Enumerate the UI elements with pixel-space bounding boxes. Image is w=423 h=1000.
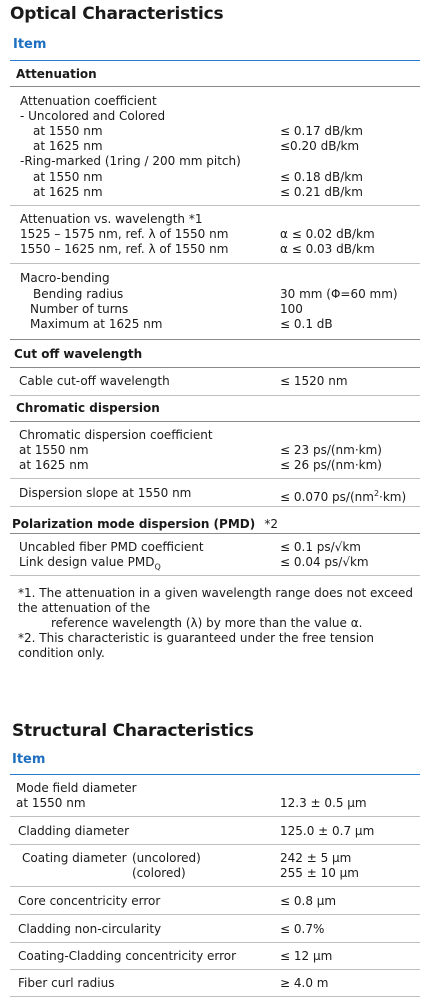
coef-line: -Ring-marked (1ring / 200 mm pitch) [20,154,241,168]
divider [10,395,420,396]
optical-title: Optical Characteristics [10,4,224,24]
macro-value: 30 mm (Φ=60 mm) [280,287,398,301]
coef-value: ≤ 0.21 dB/km [280,185,363,199]
divider [10,86,420,87]
chromatic-line: Chromatic dispersion coefficient [19,428,213,442]
macro-value: 100 [280,302,303,316]
divider [10,844,420,845]
divider [10,575,420,576]
struct-value: 255 ± 10 μm [280,866,359,880]
vs-line: 1550 – 1625 nm, ref. λ of 1550 nm [20,242,229,256]
footnote: the attenuation of the [18,601,151,615]
coef-value: ≤0.20 dB/km [280,139,360,153]
divider [10,886,420,887]
coef-value: ≤ 0.18 dB/km [280,170,363,184]
cutoff-value: ≤ 1520 nm [280,374,348,388]
struct-label: (uncolored) [132,851,201,865]
optical-item-label: Item [13,37,47,52]
struct-value: ≤ 12 μm [280,949,333,963]
struct-value: ≥ 4.0 m [280,976,329,990]
slope-label: Dispersion slope at 1550 nm [19,486,192,500]
macro-line: Maximum at 1625 nm [30,317,163,331]
macro-line: Macro-bending [20,271,110,285]
divider [10,60,420,61]
divider [10,942,420,943]
vs-line: Attenuation vs. wavelength *1 [20,212,203,226]
struct-label: at 1550 nm [16,796,86,810]
cutoff-heading: Cut off wavelength [14,347,143,361]
divider [10,506,420,507]
footnote: reference wavelength (λ) by more than the value α. [51,616,363,630]
chromatic-value: ≤ 23 ps/(nm·km) [280,443,382,457]
vs-value: α ≤ 0.02 dB/km [280,227,375,241]
divider [10,914,420,915]
chromatic-line: at 1550 nm [19,443,89,457]
divider [10,339,420,340]
divider [10,996,420,997]
chromatic-value: ≤ 26 ps/(nm·km) [280,458,382,472]
coef-line: at 1550 nm [33,124,103,138]
struct-label: Cladding non-circularity [18,922,162,936]
pmd-label: Uncabled fiber PMD coefficient [19,540,204,554]
macro-line: Bending radius [33,287,124,301]
macro-value: ≤ 0.1 dB [280,317,333,331]
coef-line: at 1625 nm [33,139,103,153]
pmd-label: Link design value $PMD_Q$ [19,555,161,572]
chromatic-line: at 1625 nm [19,458,89,472]
struct-value: 242 ± 5 μm [280,851,352,865]
vs-value: α ≤ 0.03 dB/km [280,242,375,256]
divider [10,205,420,206]
divider [10,367,420,368]
divider [10,263,420,264]
vs-line: 1525 – 1575 nm, ref. λ of 1550 nm [20,227,229,241]
footnote: condition only. [18,646,105,660]
chromatic-heading: Chromatic dispersion [16,401,160,415]
struct-label: Cladding diameter [18,824,130,838]
struct-value: ≤ 0.8 μm [280,894,337,908]
struct-value: 125.0 ± 0.7 μm [280,824,375,838]
struct-label: Core concentricity error [18,894,161,908]
struct-label: Fiber curl radius [18,976,115,990]
struct-label: Coating-Cladding concentricity error [18,949,237,963]
struct-value: 12.3 ± 0.5 μm [280,796,367,810]
struct-label: (colored) [132,866,186,880]
coef-value: ≤ 0.17 dB/km [280,124,363,138]
structural-title: Structural Characteristics [12,721,254,741]
coef-line: - Uncolored and Colored [20,109,166,123]
pmd-value: ≤ 0.1 ps/√km [280,540,361,554]
attenuation-heading: Attenuation [16,67,97,81]
struct-label: Mode field diameter [16,781,137,795]
divider [10,478,420,479]
divider [10,816,420,817]
coef-line: at 1625 nm [33,185,103,199]
divider [10,421,420,422]
divider [10,969,420,970]
footnote: *2. This characteristic is guaranteed under the free tension [18,631,375,645]
pmd-heading: Polarization mode dispersion (PMD) *2 [12,517,278,531]
macro-line: Number of turns [30,302,129,316]
coef-line: at 1550 nm [33,170,103,184]
divider [10,774,420,775]
cutoff-label: Cable cut-off wavelength [19,374,170,388]
coef-line: Attenuation coefficient [20,94,157,108]
pmd-value: ≤ 0.04 ps/√km [280,555,369,569]
struct-label: Coating diameter [22,851,127,865]
footnote: *1. The attenuation in a given wavelength range does not exceed [18,586,414,600]
slope-value: ≤ 0.070 $ps/(nm^2\cdot km)$ [280,489,407,504]
structural-item-label: Item [12,752,46,767]
struct-value: ≤ 0.7% [280,922,325,936]
divider [10,533,420,534]
